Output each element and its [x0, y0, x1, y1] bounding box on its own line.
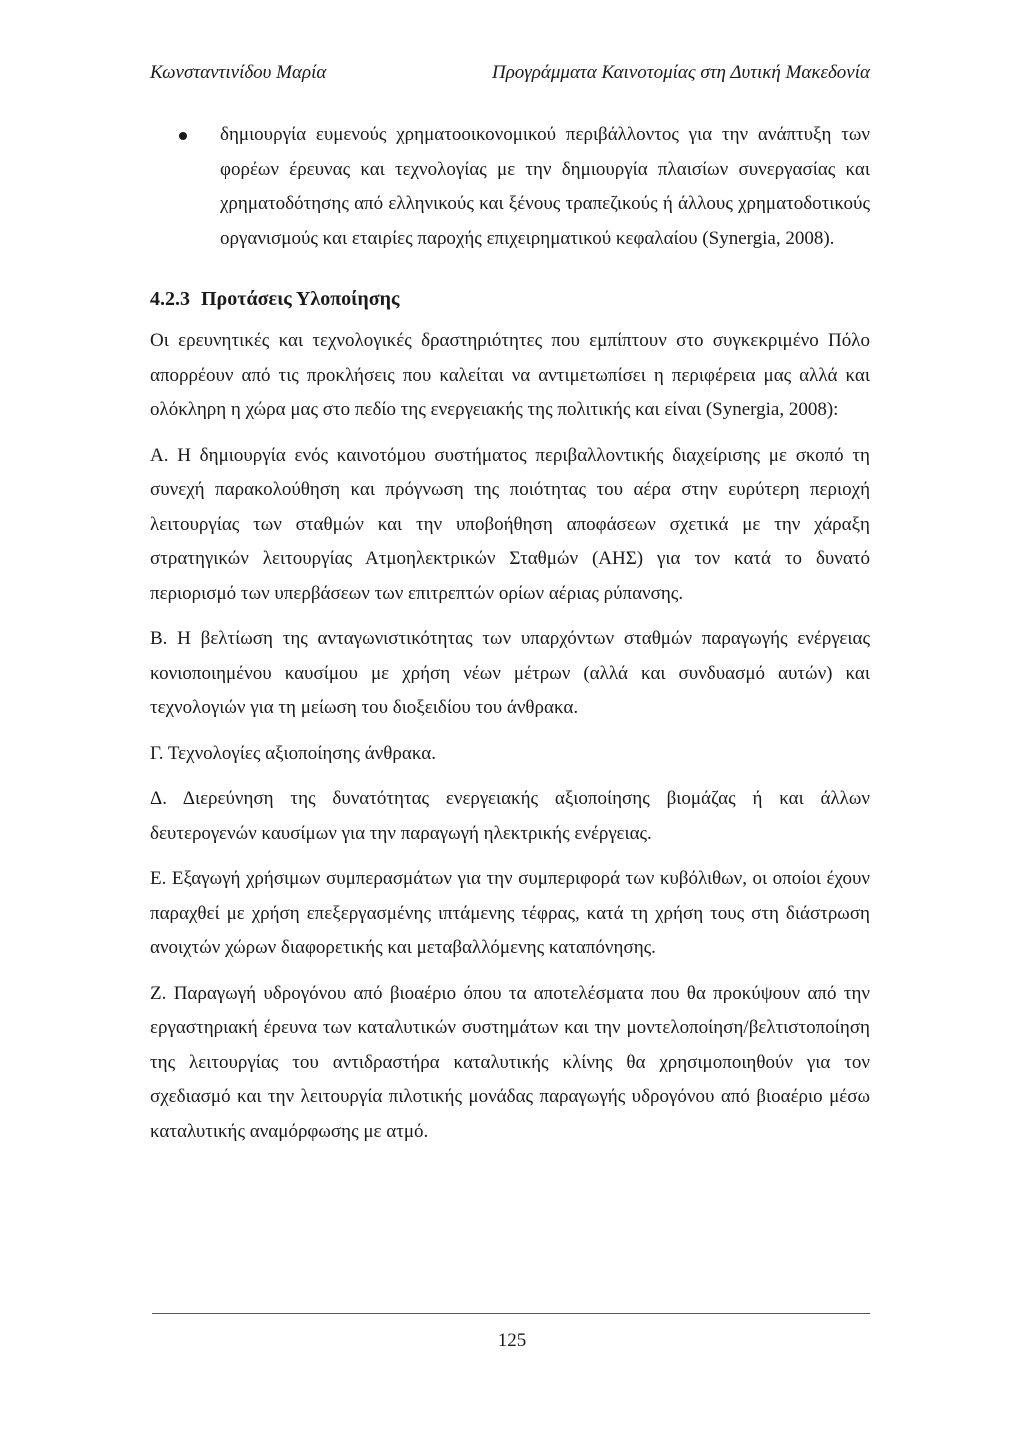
paragraph-d: Δ. Διερεύνηση της δυνατότητας ενεργειακής αξιοποίησης βιομάζας ή και άλλων δευτερογενών καυσίμων για την παραγωγή ηλεκτρικής ενέργειας. [150, 788, 870, 844]
paragraph-z: Ζ. Παραγωγή υδρογόνου από βιοαέριο όπου τα αποτελέσματα που θα προκύψουν από την εργαστηριακή έρευνα των καταλυτικών συστημάτων και την μοντελοποίηση/βελτιστοποίηση της λειτουργίας του αντιδραστήρα καταλυτικής κλίνης θα χρησιμοποιηθούν για τον σχεδιασμό και την λειτουργία πιλοτικής μονάδας παραγωγής υδρογόνου από βιοαέριο μέσω καταλυτικής αναμόρφωσης με ατμό. [150, 982, 870, 1142]
section-number: 4.2.3 [150, 288, 190, 310]
footer-divider [152, 1313, 870, 1314]
paragraph-e: Ε. Εξαγωγή χρήσιμων συμπερασμάτων για την συμπεριφορά των κυβόλιθων, οι οποίοι έχουν παραχθεί με χρήση επεξεργασμένης ιπτάμενης τέφρας, κατά τη χρήση τους στη διάστρωση ανοιχτών χώρων διαφορετικής και μεταβαλλόμενης καταπόνησης. [150, 868, 870, 958]
bullet-list [80, 118, 870, 256]
bullet-text: δημιουργία ευμενούς χρηματοοικονομικού περιβάλλοντος για την ανάπτυξη των φορέων έρευνας και τεχνολογίας με την δημιουργία πλαισίων συνεργασίας και χρηματοδότησης από ελληνικούς και ξένους τραπεζικούς ή άλλους χρηματοδοτικούς οργανισμούς και εταιρίες παροχής επιχειρηματικού κεφαλαίου (Synergia, 2008). [220, 124, 870, 249]
list-item [220, 118, 870, 256]
header-title: Προγράμματα Καινοτομίας στη Δυτική Μακεδονία [491, 62, 870, 83]
bullet-icon [179, 132, 187, 140]
page-number: 125 [497, 1330, 527, 1351]
section-title: Προτάσεις Υλοποίησης [201, 288, 400, 310]
page-body [150, 118, 870, 1160]
paragraph-intro: Οι ερευνητικές και τεχνολογικές δραστηριότητες που εμπίπτουν στο συγκεκριμένο Πόλο απορρέουν από τις προκλήσεις που καλείται να αντιμετωπίσει η περιφέρεια μας αλλά και ολόκληρη η χώρα μας στο πεδίο της ενεργειακής της πολιτικής και είναι (Synergia, 2008): [150, 330, 870, 420]
running-header [150, 62, 870, 92]
header-author: Κωνσταντινίδου Μαρία [150, 62, 327, 83]
paragraph-c: Γ. Τεχνολογίες αξιοποίησης άνθρακα. [150, 742, 436, 764]
section-heading [150, 282, 870, 316]
paragraph-b: Β. Η βελτίωση της ανταγωνιστικότητας των υπαρχόντων σταθμών παραγωγής ενέργειας κονιοποιημένου καυσίμου με χρήση νέων μέτρων (αλλά και συνδυασμό αυτών) και τεχνολογιών για τη μείωση του διοξειδίου του άνθρακα. [150, 628, 870, 718]
paragraph-a: Α. Η δημιουργία ενός καινοτόμου συστήματος περιβαλλοντικής διαχείρισης με σκοπό τη συνεχή παρακολούθηση και πρόγνωση της ποιότητας του αέρα στην ευρύτερη περιοχή λειτουργίας των σταθμών και την υποβοήθηση αποφάσεων σχετικά με την χάραξη στρατηγικών λειτουργίας Ατμοηλεκτρικών Σταθμών (ΑΗΣ) για τον κατά το δυνατό περιορισμό των υπερβάσεων των επιτρεπτών ορίων αέριας ρύπανσης. [150, 444, 870, 604]
